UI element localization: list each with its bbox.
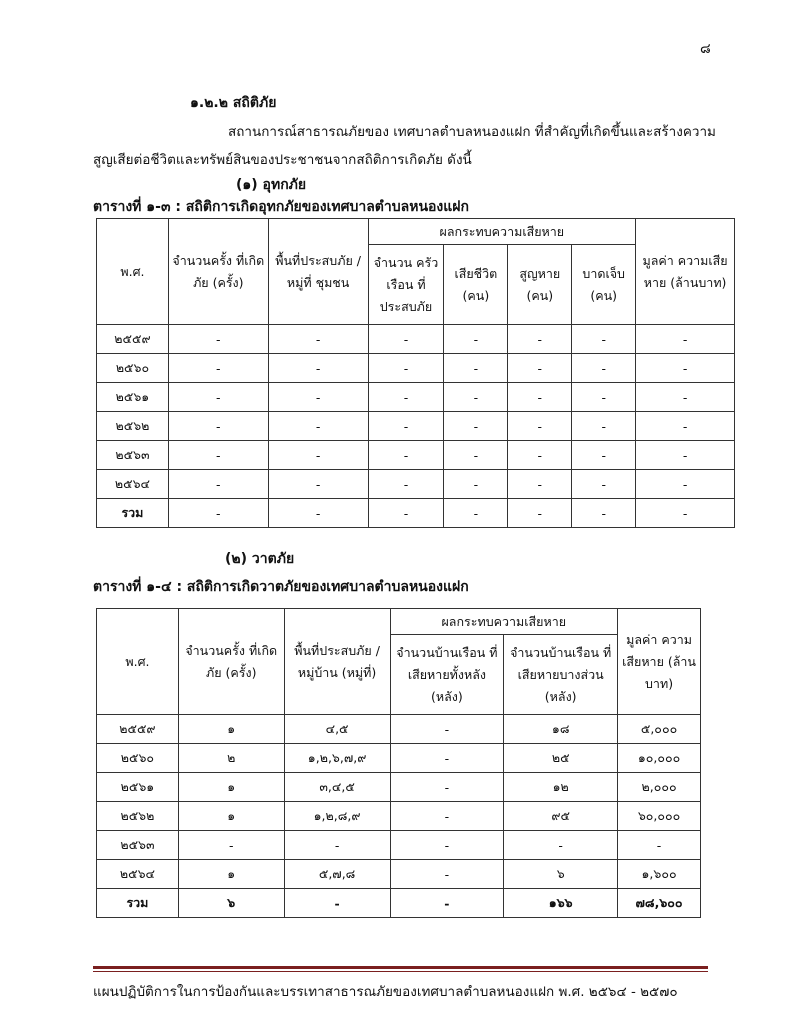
table-row xyxy=(97,354,735,383)
storm-header-partial-damage: จำนวนบ้านเรือน ที่เสียหายบางส่วน (หลัง) xyxy=(504,635,618,715)
cell: รวม xyxy=(97,889,179,918)
storm-header-count: จำนวนครั้ง ที่เกิดภัย (ครั้ง) xyxy=(178,609,284,715)
flood-statistics-table xyxy=(96,218,735,528)
cell: ๑ xyxy=(178,802,284,831)
table-total-row xyxy=(97,499,735,528)
storm-header-full-damage: จำนวนบ้านเรือน ที่เสียหายทั้งหลัง (หลัง) xyxy=(390,635,504,715)
cell: ๓,๔,๕ xyxy=(284,773,390,802)
cell: - xyxy=(268,499,368,528)
cell: - xyxy=(168,470,268,499)
cell: - xyxy=(508,325,572,354)
cell: - xyxy=(368,470,444,499)
cell: - xyxy=(508,412,572,441)
cell: - xyxy=(368,325,444,354)
table-row xyxy=(97,470,735,499)
table-row xyxy=(97,412,735,441)
storm-header-area: พื้นที่ประสบภัย / หมู่บ้าน (หมู่ที่) xyxy=(284,609,390,715)
cell: ๑๒ xyxy=(504,773,618,802)
cell: - xyxy=(636,383,735,412)
storm-header-value: มูลค่า ความเสียหาย (ล้านบาท) xyxy=(618,609,701,715)
section-title: ๑.๒.๒ สถิติภัย xyxy=(190,95,277,111)
footer-text: แผนปฏิบัติการในการป้องกันและบรรเทาสาธารณภัยของเทศบาลตำบลหนองแฝก พ.ศ. ๒๕๖๔ - ๒๕๗๐ xyxy=(93,984,678,1000)
table-row xyxy=(97,744,701,773)
table-row xyxy=(97,860,701,889)
table-row xyxy=(97,802,701,831)
table-row xyxy=(97,441,735,470)
cell: - xyxy=(636,441,735,470)
intro-paragraph-line1: สถานการณ์สาธารณภัยของ เทศบาลตำบลหนองแฝก ที่สำคัญที่เกิดขึ้นและสร้างความ xyxy=(228,124,716,140)
cell: - xyxy=(636,354,735,383)
cell: - xyxy=(444,412,508,441)
cell: - xyxy=(444,441,508,470)
cell: ๒๕๖๐ xyxy=(97,744,179,773)
cell: - xyxy=(444,383,508,412)
cell: - xyxy=(390,860,504,889)
flood-header-missing: สูญหาย (คน) xyxy=(508,245,572,325)
cell: ๑,๖๐๐ xyxy=(618,860,701,889)
cell: - xyxy=(508,441,572,470)
flood-heading: (๑) อุทกภัย xyxy=(236,177,307,193)
cell: - xyxy=(636,325,735,354)
cell: - xyxy=(390,831,504,860)
cell: - xyxy=(268,325,368,354)
cell: ๒๕ xyxy=(504,744,618,773)
flood-header-value: มูลค่า ความเสียหาย (ล้านบาท) xyxy=(636,219,735,325)
cell: - xyxy=(168,412,268,441)
cell: ๒,๐๐๐ xyxy=(618,773,701,802)
cell: ๒๕๖๑ xyxy=(97,773,179,802)
cell: - xyxy=(168,383,268,412)
cell: - xyxy=(390,773,504,802)
table-row xyxy=(97,773,701,802)
cell: - xyxy=(636,412,735,441)
cell: - xyxy=(636,499,735,528)
cell: - xyxy=(390,802,504,831)
table-row xyxy=(97,715,701,744)
cell: - xyxy=(508,354,572,383)
flood-table-body xyxy=(97,325,735,528)
cell: - xyxy=(268,383,368,412)
cell: ๑,๒,๖,๗,๙ xyxy=(284,744,390,773)
cell: - xyxy=(444,499,508,528)
footer-divider-thin xyxy=(93,971,708,972)
flood-header-count: จำนวนครั้ง ที่เกิดภัย (ครั้ง) xyxy=(168,219,268,325)
footer-divider xyxy=(93,966,708,969)
cell: - xyxy=(168,354,268,383)
cell: ๑๖๖ xyxy=(504,889,618,918)
cell: - xyxy=(508,470,572,499)
flood-header-dead: เสียชีวิต (คน) xyxy=(444,245,508,325)
cell: ๖๐,๐๐๐ xyxy=(618,802,701,831)
cell: - xyxy=(508,499,572,528)
cell: ๕,๐๐๐ xyxy=(618,715,701,744)
cell: ๒๕๖๐ xyxy=(97,354,169,383)
cell: ๑๐,๐๐๐ xyxy=(618,744,701,773)
cell: ๑ xyxy=(178,773,284,802)
cell: - xyxy=(618,831,701,860)
cell: ๖ xyxy=(178,889,284,918)
cell: - xyxy=(284,889,390,918)
storm-table-caption: ตารางที่ ๑-๔ : สถิติการเกิดวาตภัยของเทศบาลตำบลหนองแฝก xyxy=(93,579,469,595)
flood-table-caption: ตารางที่ ๑-๓ : สถิติการเกิดอุทกภัยของเทศบาลตำบลหนองแฝก xyxy=(93,199,469,215)
storm-heading: (๒) วาตภัย xyxy=(225,551,295,567)
table-total-row xyxy=(97,889,701,918)
cell: - xyxy=(168,441,268,470)
cell: - xyxy=(636,470,735,499)
cell: - xyxy=(368,383,444,412)
cell: ๙๕ xyxy=(504,802,618,831)
cell: - xyxy=(178,831,284,860)
cell: - xyxy=(368,499,444,528)
cell: ๒๕๖๓ xyxy=(97,831,179,860)
cell: ๒๕๕๙ xyxy=(97,325,169,354)
cell: - xyxy=(284,831,390,860)
cell: - xyxy=(168,499,268,528)
cell: - xyxy=(268,412,368,441)
cell: - xyxy=(168,325,268,354)
cell: - xyxy=(572,383,636,412)
cell: ๑,๒,๘,๙ xyxy=(284,802,390,831)
flood-header-year: พ.ศ. xyxy=(97,219,169,325)
cell: - xyxy=(444,470,508,499)
cell: - xyxy=(572,470,636,499)
cell: - xyxy=(444,325,508,354)
cell: ๒๕๖๓ xyxy=(97,441,169,470)
cell: - xyxy=(572,499,636,528)
cell: ๒๕๖๑ xyxy=(97,383,169,412)
storm-table-body xyxy=(97,715,701,918)
cell: - xyxy=(268,354,368,383)
page-number: ๘ xyxy=(700,41,711,57)
cell: ๑ xyxy=(178,715,284,744)
cell: ๒๕๕๙ xyxy=(97,715,179,744)
flood-header-injured: บาดเจ็บ (คน) xyxy=(572,245,636,325)
cell: รวม xyxy=(97,499,169,528)
cell: ๔,๕ xyxy=(284,715,390,744)
cell: - xyxy=(268,441,368,470)
intro-paragraph-line2: สูญเสียต่อชีวิตและทรัพย์สินของประชาชนจากสถิติการเกิดภัย ดังนี้ xyxy=(93,152,472,168)
cell: - xyxy=(368,354,444,383)
cell: - xyxy=(268,470,368,499)
table-row xyxy=(97,831,701,860)
cell: - xyxy=(504,831,618,860)
cell: - xyxy=(390,715,504,744)
cell: ๒๕๖๔ xyxy=(97,860,179,889)
cell: ๒๕๖๔ xyxy=(97,470,169,499)
cell: ๖ xyxy=(504,860,618,889)
storm-statistics-table xyxy=(96,608,701,918)
cell: - xyxy=(572,412,636,441)
cell: ๕,๗,๘ xyxy=(284,860,390,889)
table-row xyxy=(97,325,735,354)
cell: - xyxy=(444,354,508,383)
cell: - xyxy=(572,354,636,383)
cell: - xyxy=(390,889,504,918)
cell: ๒ xyxy=(178,744,284,773)
flood-header-area: พื้นที่ประสบภัย / หมู่ที่ ชุมชน xyxy=(268,219,368,325)
cell: ๑ xyxy=(178,860,284,889)
cell: - xyxy=(508,383,572,412)
flood-header-impact: ผลกระทบความเสียหาย xyxy=(368,219,636,245)
cell: ๑๘ xyxy=(504,715,618,744)
cell: - xyxy=(390,744,504,773)
cell: - xyxy=(368,441,444,470)
cell: - xyxy=(368,412,444,441)
storm-header-impact: ผลกระทบความเสียหาย xyxy=(390,609,618,635)
cell: ๒๕๖๒ xyxy=(97,412,169,441)
cell: - xyxy=(572,441,636,470)
cell: ๒๕๖๒ xyxy=(97,802,179,831)
cell: - xyxy=(572,325,636,354)
flood-header-households: จำนวน ครัวเรือน ที่ประสบภัย xyxy=(368,245,444,325)
storm-header-year: พ.ศ. xyxy=(97,609,179,715)
table-row xyxy=(97,383,735,412)
cell: ๗๘,๖๐๐ xyxy=(618,889,701,918)
